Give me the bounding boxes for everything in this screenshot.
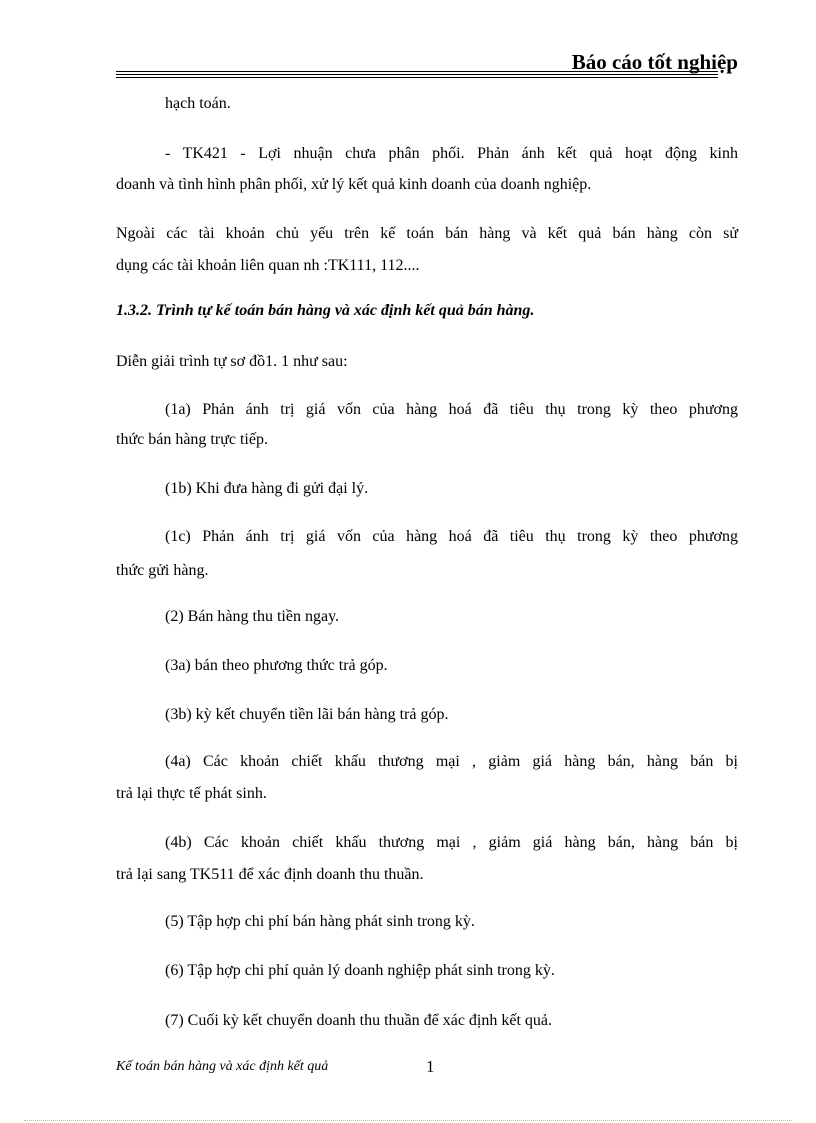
list-item-line: trả lại sang TK511 để xác định doanh thu thuần. xyxy=(116,866,424,883)
list-item-line: (4a) Các khoản chiết khấu thương mại , giảm giá hàng bán, hàng bán bị xyxy=(165,753,738,770)
list-item-line: (1b) Khi đưa hàng đi gửi đại lý. xyxy=(165,480,369,497)
paragraph-line: dụng các tài khoản liên quan nh :TK111, 112.... xyxy=(116,257,420,274)
list-item-line: (6) Tập hợp chi phí quản lý doanh nghiệp phát sinh trong kỳ. xyxy=(165,962,555,979)
paragraph-line: - TK421 - Lợi nhuận chưa phân phối. Phản ánh kết quả hoạt động kinh xyxy=(165,145,738,162)
list-item-line: (2) Bán hàng thu tiền ngay. xyxy=(165,608,340,625)
list-item-line: thức gửi hàng. xyxy=(116,562,209,579)
page-number: 1 xyxy=(426,1057,435,1076)
list-item-line: (5) Tập hợp chi phí bán hàng phát sinh trong kỳ. xyxy=(165,913,475,930)
list-item-line: (3a) bán theo phương thức trả góp. xyxy=(165,657,388,674)
list-item-line: thức bán hàng trực tiếp. xyxy=(116,431,268,448)
header-rule-top xyxy=(116,71,718,72)
footer-title: Kế toán bán hàng và xác định kết quả xyxy=(116,1059,329,1074)
list-item-line: (1a) Phản ánh trị giá vốn của hàng hoá đã tiêu thụ trong kỳ theo phương xyxy=(165,401,738,418)
section-heading: 1.3.2. Trình tự kế toán bán hàng và xác định kết quả bán hàng. xyxy=(116,302,535,319)
paragraph-line: doanh và tình hình phân phối, xử lý kết quả kinh doanh của doanh nghiệp. xyxy=(116,176,592,193)
list-item-line: trả lại thực tế phát sinh. xyxy=(116,785,267,802)
paragraph-line: hạch toán. xyxy=(165,95,231,112)
header-rule-middle xyxy=(116,74,718,75)
list-item-line: (1c) Phản ánh trị giá vốn của hàng hoá đã tiêu thụ trong kỳ theo phương xyxy=(165,528,738,545)
header-rule-bottom xyxy=(116,77,718,78)
report-title: Báo cáo tốt nghiệp xyxy=(571,50,738,74)
list-item-line: (4b) Các khoản chiết khấu thương mại , giảm giá hàng bán, hàng bán bị xyxy=(165,834,738,851)
list-item-line: (7) Cuối kỳ kết chuyển doanh thu thuần để xác định kết quả. xyxy=(165,1012,553,1029)
paragraph-line: Ngoài các tài khoản chủ yếu trên kế toán bán hàng và kết quả bán hàng còn sử xyxy=(116,225,738,242)
list-item-line: (3b) kỳ kết chuyển tiền lãi bán hàng trả góp. xyxy=(165,706,449,723)
paragraph-line: Diễn giải trình tự sơ đồ1. 1 như sau: xyxy=(116,353,348,370)
page-bottom-rule xyxy=(24,1120,792,1121)
